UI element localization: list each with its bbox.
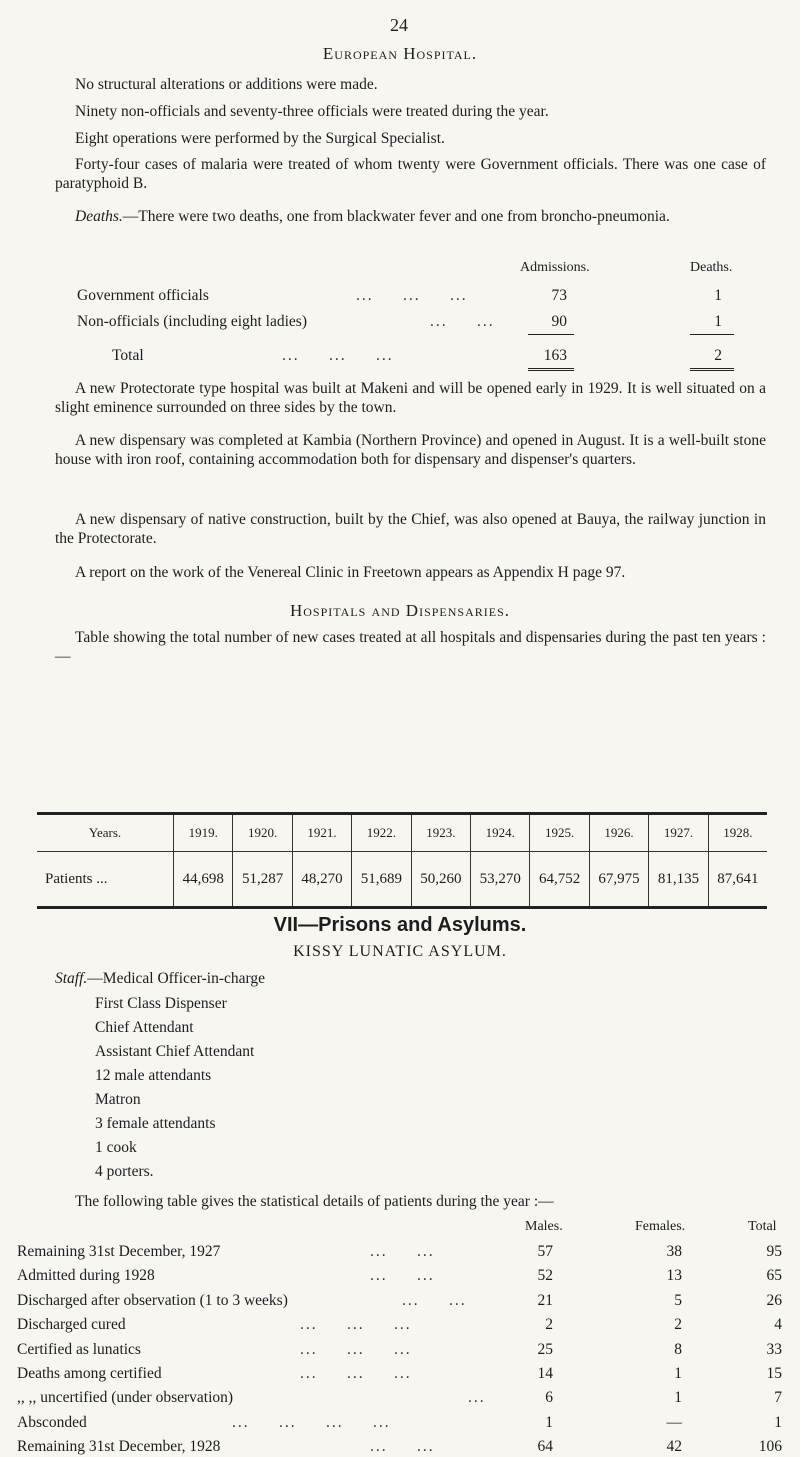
patients-cell: 87,641 bbox=[708, 852, 767, 908]
row-deaths-government: 1 bbox=[714, 287, 722, 304]
stats-row-label: Deaths among certified bbox=[17, 1365, 162, 1382]
col-header-admissions: Admissions. bbox=[520, 260, 590, 275]
staff-first-line bbox=[55, 969, 265, 988]
stats-row-label: Remaining 31st December, 1928 bbox=[17, 1438, 221, 1456]
row-admissions-government: 73 bbox=[551, 287, 567, 304]
leader-dots: ... ... ... bbox=[300, 1316, 412, 1334]
paragraph-venereal: A report on the work of the Venereal Clinic in Freetown appears as Appendix H page 97. bbox=[75, 564, 626, 581]
leader-dots: ... ... bbox=[370, 1267, 435, 1285]
stats-total: 33 bbox=[766, 1340, 782, 1358]
patients-cell: 50,260 bbox=[411, 852, 470, 908]
staff-item: —Medical Officer-in-charge bbox=[87, 970, 266, 987]
paragraph-deaths bbox=[55, 207, 766, 226]
year-cell: 1926. bbox=[589, 814, 648, 852]
rule-admissions bbox=[528, 334, 574, 335]
paragraph-table-intro: Table showing the total number of new cases treated at all hospitals and dispensaries during the past ten years :— bbox=[55, 629, 766, 666]
stats-females: 38 bbox=[666, 1243, 682, 1260]
patients-cell: 48,270 bbox=[292, 852, 351, 908]
stats-total: 26 bbox=[766, 1291, 782, 1309]
staff-item: 3 female attendants bbox=[95, 1115, 216, 1132]
year-cell: 1925. bbox=[530, 814, 589, 852]
paragraph-malaria: Forty-four cases of malaria were treated of whom twenty were Government officials. There was one case of paratyphoid B. bbox=[55, 156, 766, 193]
stats-total: 15 bbox=[766, 1365, 782, 1382]
double-rule-deaths bbox=[690, 368, 734, 373]
double-rule-admissions bbox=[528, 368, 574, 373]
deaths-text: —There were two deaths, one from blackwater fever and one from broncho-pneumonia. bbox=[122, 208, 670, 225]
leader-dots: ... ... ... bbox=[300, 1365, 412, 1382]
patients-cell: 67,975 bbox=[589, 852, 648, 908]
year-cell: 1928. bbox=[708, 814, 767, 852]
patients-cell: 44,698 bbox=[174, 852, 233, 908]
leader-dots: ... ... ... bbox=[356, 287, 468, 304]
col-header-total: Total bbox=[748, 1219, 777, 1234]
staff-item: Matron bbox=[95, 1091, 141, 1108]
stats-intro: The following table gives the statistical details of patients during the year :— bbox=[75, 1193, 554, 1210]
stats-row-label: Certified as lunatics bbox=[17, 1340, 141, 1358]
stats-females: 42 bbox=[666, 1438, 682, 1456]
row-label-nonofficials: Non-officials (including eight ladies) bbox=[77, 313, 308, 330]
stats-row-label: Remaining 31st December, 1927 bbox=[17, 1243, 221, 1260]
paragraph-bauya: A new dispensary of native construction, built by the Chief, was also opened at Bauya, the railway junction in the Protectorate. bbox=[55, 511, 766, 548]
stats-total: 4 bbox=[774, 1316, 782, 1334]
rule-deaths bbox=[690, 334, 734, 335]
table-header-row bbox=[37, 814, 767, 852]
stats-males: 64 bbox=[537, 1438, 553, 1456]
stats-row-label: ,, ,, uncertified (under observation) bbox=[17, 1389, 234, 1407]
leader-dots: ... ... bbox=[430, 313, 495, 330]
leader-dots: ... ... ... bbox=[282, 347, 394, 364]
stats-total: 95 bbox=[766, 1243, 782, 1260]
paragraph-makeni: A new Protectorate type hospital was built at Makeni and will be opened early in 1929. It is well situated on a slight eminence surrounded on three sides by the town. bbox=[55, 380, 766, 417]
paragraph-kambia: A new dispensary was completed at Kambia (Northern Province) and opened in August. It is a well-built stone house with iron roof, containing accommodation both for dispensary and dispenser's quarters. bbox=[55, 432, 766, 469]
leader-dots: ... ... bbox=[370, 1438, 435, 1456]
staff-item: 4 porters. bbox=[95, 1163, 154, 1180]
stats-total: 7 bbox=[774, 1389, 782, 1407]
stats-row-label: Admitted during 1928 bbox=[17, 1267, 155, 1285]
leader-dots: ... ... bbox=[402, 1291, 467, 1309]
col-header-deaths: Deaths. bbox=[690, 260, 733, 275]
col-header-females: Females. bbox=[635, 1219, 686, 1234]
leader-dots: ... bbox=[468, 1389, 486, 1407]
stats-females: 5 bbox=[674, 1291, 682, 1309]
year-cell: 1919. bbox=[174, 814, 233, 852]
stats-males: 52 bbox=[537, 1267, 553, 1285]
paragraph-treated: Ninety non-officials and seventy-three officials were treated during the year. bbox=[75, 103, 549, 120]
stats-males: 21 bbox=[537, 1291, 553, 1309]
leader-dots: ... ... bbox=[370, 1243, 435, 1260]
patients-by-year-table bbox=[37, 812, 767, 909]
header-patients: Patients ... bbox=[37, 852, 174, 908]
deaths-label: Deaths. bbox=[75, 208, 123, 225]
stats-females: 1 bbox=[674, 1389, 682, 1407]
year-cell: 1920. bbox=[233, 814, 292, 852]
stats-males: 25 bbox=[537, 1340, 553, 1358]
leader-dots: ... ... ... ... bbox=[232, 1413, 391, 1431]
year-cell: 1923. bbox=[411, 814, 470, 852]
paragraph-operations: Eight operations were performed by the Surgical Specialist. bbox=[75, 130, 445, 147]
stats-females: 2 bbox=[674, 1316, 682, 1334]
row-admissions-nonofficials: 90 bbox=[551, 313, 567, 330]
stats-total: 106 bbox=[758, 1438, 782, 1456]
page-number: 24 bbox=[390, 15, 408, 35]
col-header-males: Males. bbox=[525, 1219, 563, 1234]
total-label: Total bbox=[112, 347, 144, 364]
patients-cell: 64,752 bbox=[530, 852, 589, 908]
patients-cell: 81,135 bbox=[649, 852, 708, 908]
stats-row-label: Discharged after observation (1 to 3 weeks) bbox=[17, 1291, 288, 1309]
row-deaths-nonofficials: 1 bbox=[714, 313, 722, 330]
staff-item: Assistant Chief Attendant bbox=[95, 1043, 255, 1060]
row-label-government: Government officials bbox=[77, 287, 209, 304]
total-deaths: 2 bbox=[714, 347, 722, 364]
leader-dots: ... ... ... bbox=[300, 1340, 412, 1358]
patients-cell: 53,270 bbox=[471, 852, 530, 908]
year-cell: 1922. bbox=[352, 814, 411, 852]
total-admissions: 163 bbox=[543, 347, 567, 364]
staff-item: Chief Attendant bbox=[95, 1019, 194, 1036]
stats-males: 2 bbox=[545, 1316, 553, 1334]
stats-males: 14 bbox=[537, 1365, 553, 1382]
staff-label: Staff. bbox=[55, 970, 88, 987]
stats-males: 57 bbox=[537, 1243, 553, 1260]
stats-total: 1 bbox=[774, 1413, 782, 1431]
subtitle-asylum: KISSY LUNATIC ASYLUM. bbox=[293, 943, 507, 960]
staff-item: First Class Dispenser bbox=[95, 995, 227, 1012]
section-title-hospitals: Hospitals and Dispensaries. bbox=[289, 601, 511, 620]
stats-females: 1 bbox=[674, 1365, 682, 1382]
stats-row-label: Absconded bbox=[17, 1413, 87, 1431]
section-title-prisons: VII—Prisons and Asylums. bbox=[273, 914, 527, 936]
stats-males: 6 bbox=[545, 1389, 553, 1407]
patients-cell: 51,287 bbox=[233, 852, 292, 908]
year-cell: 1924. bbox=[471, 814, 530, 852]
header-years: Years. bbox=[37, 814, 174, 852]
stats-males: 1 bbox=[545, 1413, 553, 1431]
table-patients-row bbox=[37, 852, 767, 908]
section-title-european-hospital: European Hospital. bbox=[322, 44, 478, 63]
stats-total: 65 bbox=[766, 1267, 782, 1285]
year-cell: 1921. bbox=[292, 814, 351, 852]
year-cell: 1927. bbox=[649, 814, 708, 852]
paragraph-structural: No structural alterations or additions were made. bbox=[75, 76, 378, 93]
stats-females: 8 bbox=[674, 1340, 682, 1358]
staff-item: 12 male attendants bbox=[95, 1067, 212, 1084]
stats-females: 13 bbox=[666, 1267, 682, 1285]
staff-item: 1 cook bbox=[95, 1139, 137, 1156]
stats-females: — bbox=[666, 1413, 682, 1431]
stats-row-label: Discharged cured bbox=[17, 1316, 126, 1334]
patients-cell: 51,689 bbox=[352, 852, 411, 908]
